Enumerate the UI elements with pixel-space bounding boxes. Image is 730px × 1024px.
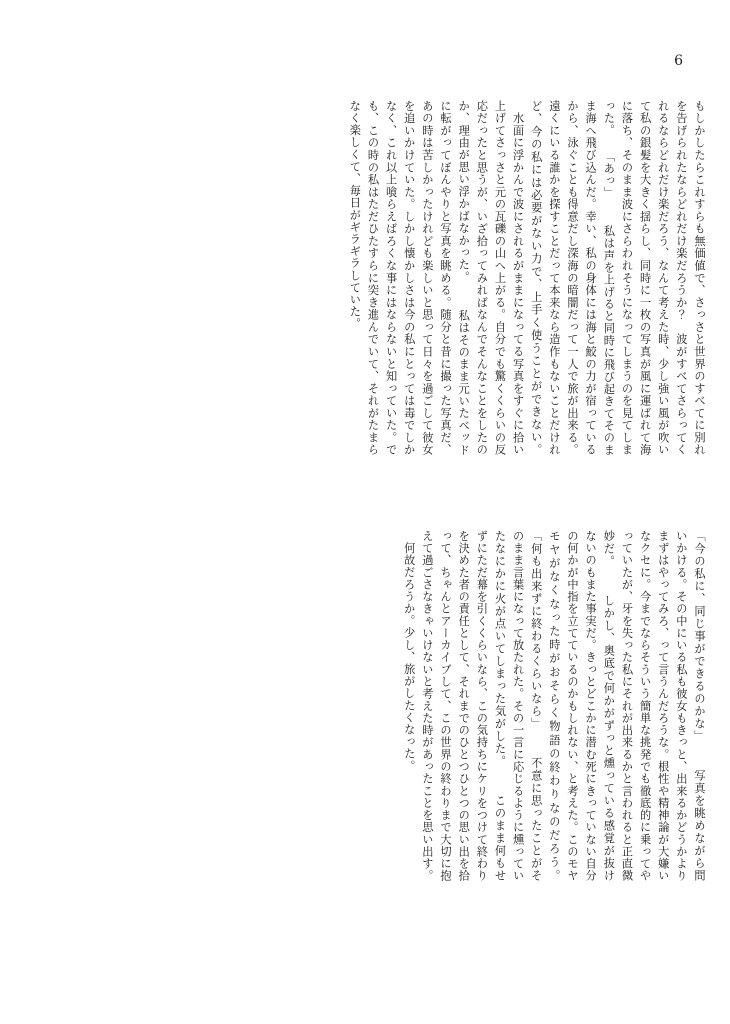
page-number: 6: [674, 53, 683, 69]
upper-text-body: もしかしたらこれすらも無価値で、さっさと世界のすべてに別れを告げられたならどれだけ楽だろうか？ 波がすべてさらってくれるならどれだけ楽だろう、なんて考えた時、少し強い風が吹いて私の銀髪を大きく揺らし、同時に一枚の写真が風に運ばれて海に落ち、そのまま波にさらわれそうになってしまうのを見てしまった。 「あっ」 私は声を上げると同時に飛び起きてそのまま海へ飛び込んだ。幸い、私の身体には海と鮫の力が宿っているから、泳ぐことも得意だし深海の暗闇だって一人で旅が出来る。遠くにいる誰かを探すことだって本来なら造作もないことだけれど、今の私には必要がない力で、上手く使うことができない。 水面に浮かんで波にされるがままになってる写真をすぐに拾い上げてさっさと元の瓦礫の山へ上がる。自分でも驚くくらいの反応だったと思うが、いざ拾ってみればなんでそんなことをしたのか、理由が思い浮かばなかった。 私はそのまま元いたベッドに転がってぼんやりと写真を眺める。随分と昔に撮った写真だ、あの時は苦しかったけれども楽しいと思って日々を過ごして彼女を追いかけていた。しかし懐かしさは今の私にとっては毒でしかなく、これ以上喰らえばろくな事にはならないと知っていた。でも、この時の私はただひたすらに突き進んでいて、それがたまらなく楽しくて、毎日がギラギラしていた。: [348, 100, 706, 456]
lower-text-block: [130, 530, 708, 882]
lower-text-body: 「今の私に、同じ事ができるのかな」 写真を眺めながら問いかける。その中にいる私も彼女もきっと、出来るかどうかよりまずはやってみろ、って言うんだろうな。根性や精神論が大嫌いなクセに。今までならそういう簡単な挑発でも徹底的に乗ってやっていたが、牙を失った私にそれが出来るかと言われると正直微妙だ。 しかし、奥底で何かがずっと燻っている感覚が抜けないのもまた事実だ。きっとどこかに潜む死にきっていない自分の何かが中指を立てているのかもしれない、と考えた。このモヤモヤがなくなった時がおそらく物語の終わりなのだろう。 「何も出来ずに終わるくらいなら」 不意に思ったことがそのまま言葉になって放たれた。その一言に応じるように燻っていたなにかに火が点いてしまった気がした。 このまま何もせずにただ幕を引くくらいなら、この気持ちにケリをつけて終わりを決めた者の責任として、それまでのひとつひとつの思い出を拾って、ちゃんとアーカイブして、この世界の終わりまで大切に抱えて過ごさなきゃいけないと考えた時があったことを思い出す。 何故だろうか。少し、旅がしたくなった。: [402, 530, 706, 882]
upper-text-block: [96, 100, 708, 456]
